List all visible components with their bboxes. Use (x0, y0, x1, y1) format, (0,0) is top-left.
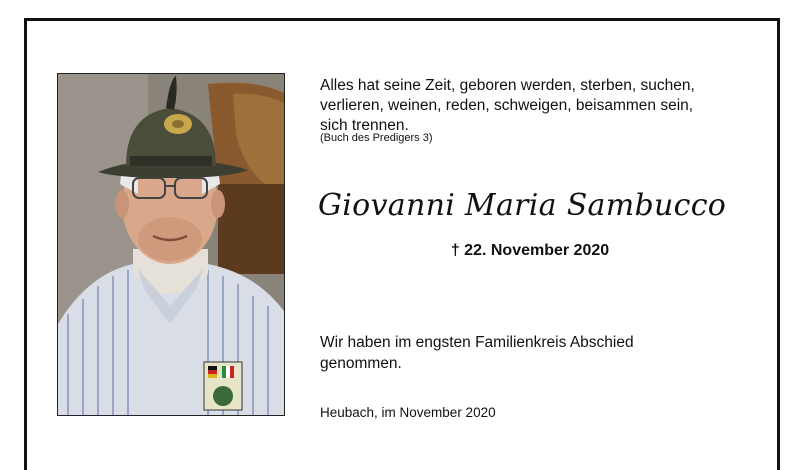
memorial-verse (320, 76, 760, 136)
verse-line: sich trennen. (320, 117, 409, 134)
portrait-photo (57, 73, 285, 416)
death-date: † 22. November 2020 (450, 242, 610, 259)
verse-line: verlieren, weinen, reden, schweigen, beisammen sein, (320, 97, 694, 114)
verse-source: (Buch des Predigers 3) (320, 132, 433, 144)
deceased-name: Giovanni Maria Sambucco (318, 188, 727, 223)
place-and-date: Heubach, im November 2020 (320, 405, 496, 420)
farewell-text (320, 332, 740, 374)
farewell-line: genommen. (320, 355, 402, 372)
verse-line: Alles hat seine Zeit, geboren werden, sterben, suchen, (320, 77, 695, 94)
farewell-line: Wir haben im engsten Familienkreis Abschied (320, 334, 634, 351)
